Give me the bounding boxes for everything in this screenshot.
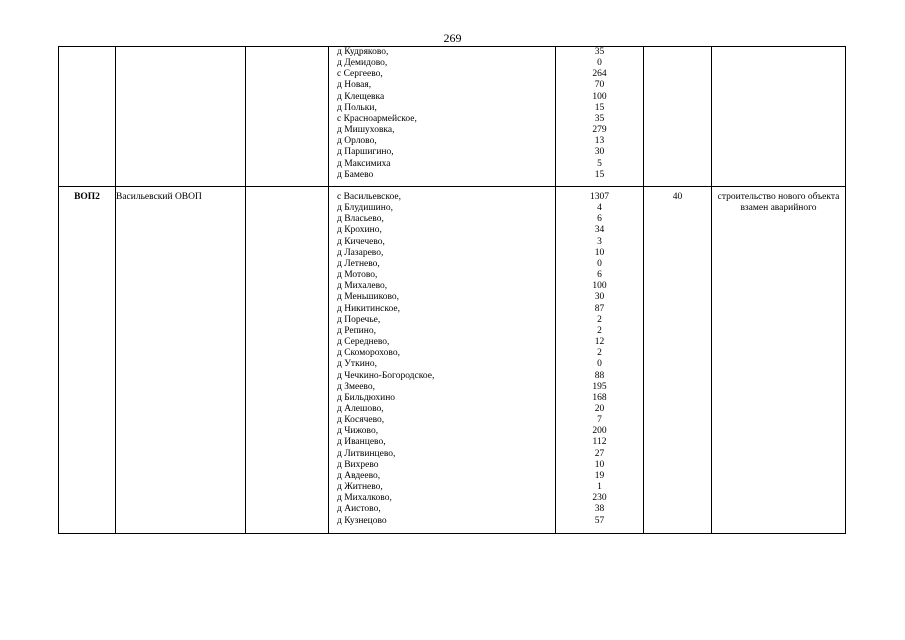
settlement-item: д Демидово, <box>337 58 388 69</box>
population-value: 10 <box>594 459 605 470</box>
settlement-item: д Змеево, <box>337 381 375 392</box>
population-value: 88 <box>594 370 605 381</box>
population-value: 264 <box>592 69 607 80</box>
population-value: 87 <box>594 303 605 314</box>
settlement-item: д Поречье, <box>337 314 381 325</box>
settlement-list <box>329 47 555 181</box>
settlements-table <box>58 46 846 534</box>
table-row <box>59 187 846 534</box>
capacity-cell <box>644 47 712 187</box>
settlement-item: д Лазарево, <box>337 247 384 258</box>
facility-name-cell: Васильевский ОВОП <box>116 187 246 534</box>
settlement-item: д Польки, <box>337 102 377 113</box>
table-row <box>59 47 846 187</box>
settlement-item: с Красноармейское, <box>337 113 417 124</box>
population-cell <box>556 187 644 534</box>
population-value: 15 <box>594 102 605 113</box>
population-value: 20 <box>594 403 605 414</box>
population-value: 7 <box>597 415 602 426</box>
population-cell <box>556 47 644 187</box>
facility-code-cell: ВОП2 <box>59 187 116 534</box>
settlements-cell <box>329 47 556 187</box>
population-value: 0 <box>597 359 602 370</box>
settlement-item: д Житнево, <box>337 482 383 493</box>
settlement-item: с Васильевское, <box>337 192 401 202</box>
settlement-item: д Михалево, <box>337 281 388 292</box>
settlement-item: д Литвинцево, <box>337 448 396 459</box>
settlement-item: д Меньшиково, <box>337 292 399 303</box>
settlement-item: д Максимиха <box>337 158 391 169</box>
settlement-item: д Скоморохово, <box>337 348 400 359</box>
population-value: 100 <box>592 91 607 102</box>
settlements-cell <box>329 187 556 534</box>
settlement-item: д Кичечево, <box>337 236 385 247</box>
population-value: 0 <box>597 258 602 269</box>
settlement-item: д Крохино, <box>337 225 382 236</box>
settlement-item: д Бамево <box>337 169 374 180</box>
population-value: 13 <box>594 136 605 147</box>
population-value: 38 <box>594 504 605 515</box>
settlement-item: д Мишуховка, <box>337 125 395 136</box>
settlement-item: д Власьево, <box>337 214 384 225</box>
page-number: 269 <box>443 31 462 45</box>
population-value: 4 <box>597 203 602 214</box>
settlement-item: д Середнево, <box>337 337 390 348</box>
settlement-item: д Кудряково, <box>337 47 389 57</box>
settlement-item: д Мотово, <box>337 270 378 281</box>
settlement-item: с Сергеево, <box>337 69 383 80</box>
population-value: 10 <box>594 247 605 258</box>
settlement-item: д Косячево, <box>337 415 385 426</box>
settlement-item: д Бильдюхино <box>337 392 396 403</box>
settlement-item: д Кузнецово <box>337 515 387 526</box>
note-cell: строительство нового объекта взамен аварийного <box>712 187 846 534</box>
population-value: 0 <box>597 58 602 69</box>
population-value: 2 <box>597 325 602 336</box>
population-value: 19 <box>594 470 605 481</box>
settlement-item: д Паршигино, <box>337 147 394 158</box>
population-value: 1 <box>597 482 602 493</box>
facility-code-cell <box>59 47 116 187</box>
population-value: 3 <box>597 236 602 247</box>
population-value: 5 <box>597 158 602 169</box>
population-value: 35 <box>594 47 605 57</box>
note-cell <box>712 47 846 187</box>
empty-cell <box>246 47 329 187</box>
population-value: 6 <box>597 270 602 281</box>
population-value: 100 <box>592 281 607 292</box>
population-value: 35 <box>594 113 605 124</box>
population-list <box>556 47 643 181</box>
population-list <box>556 192 643 527</box>
settlement-item: д Уткино, <box>337 359 377 370</box>
settlement-item: д Клещевка <box>337 91 385 102</box>
settlement-item: д Аистово, <box>337 504 381 515</box>
population-value: 34 <box>594 225 605 236</box>
settlement-item: д Чижово, <box>337 426 379 437</box>
settlement-item: д Блудишино, <box>337 203 393 214</box>
population-value: 279 <box>592 125 607 136</box>
capacity-cell: 40 <box>644 187 712 534</box>
settlement-item: д Авдеево, <box>337 470 381 481</box>
settlement-item: д Алешово, <box>337 403 384 414</box>
population-value: 1307 <box>590 192 609 202</box>
population-value: 12 <box>594 337 605 348</box>
facility-name-cell <box>116 47 246 187</box>
settlement-item: д Вихрево <box>337 459 379 470</box>
population-value: 195 <box>592 381 607 392</box>
population-value: 30 <box>594 292 605 303</box>
settlement-item: д Чечкино-Богородское, <box>337 370 435 381</box>
population-value: 57 <box>594 515 605 526</box>
population-value: 2 <box>597 348 602 359</box>
settlement-item: д Михалково, <box>337 493 392 504</box>
population-value: 6 <box>597 214 602 225</box>
population-value: 30 <box>594 147 605 158</box>
population-value: 27 <box>594 448 605 459</box>
population-value: 168 <box>592 392 607 403</box>
population-value: 112 <box>592 437 607 448</box>
settlement-list <box>329 192 555 527</box>
settlement-item: д Новая, <box>337 80 372 91</box>
empty-cell <box>246 187 329 534</box>
settlement-item: д Репино, <box>337 325 376 336</box>
settlement-item: д Иванцево, <box>337 437 386 448</box>
settlement-item: д Никитинское, <box>337 303 400 314</box>
settlement-item: д Летнево, <box>337 258 380 269</box>
population-value: 2 <box>597 314 602 325</box>
population-value: 15 <box>594 169 605 180</box>
settlement-item: д Орлово, <box>337 136 377 147</box>
population-value: 200 <box>592 426 607 437</box>
population-value: 230 <box>592 493 607 504</box>
population-value: 70 <box>594 80 605 91</box>
